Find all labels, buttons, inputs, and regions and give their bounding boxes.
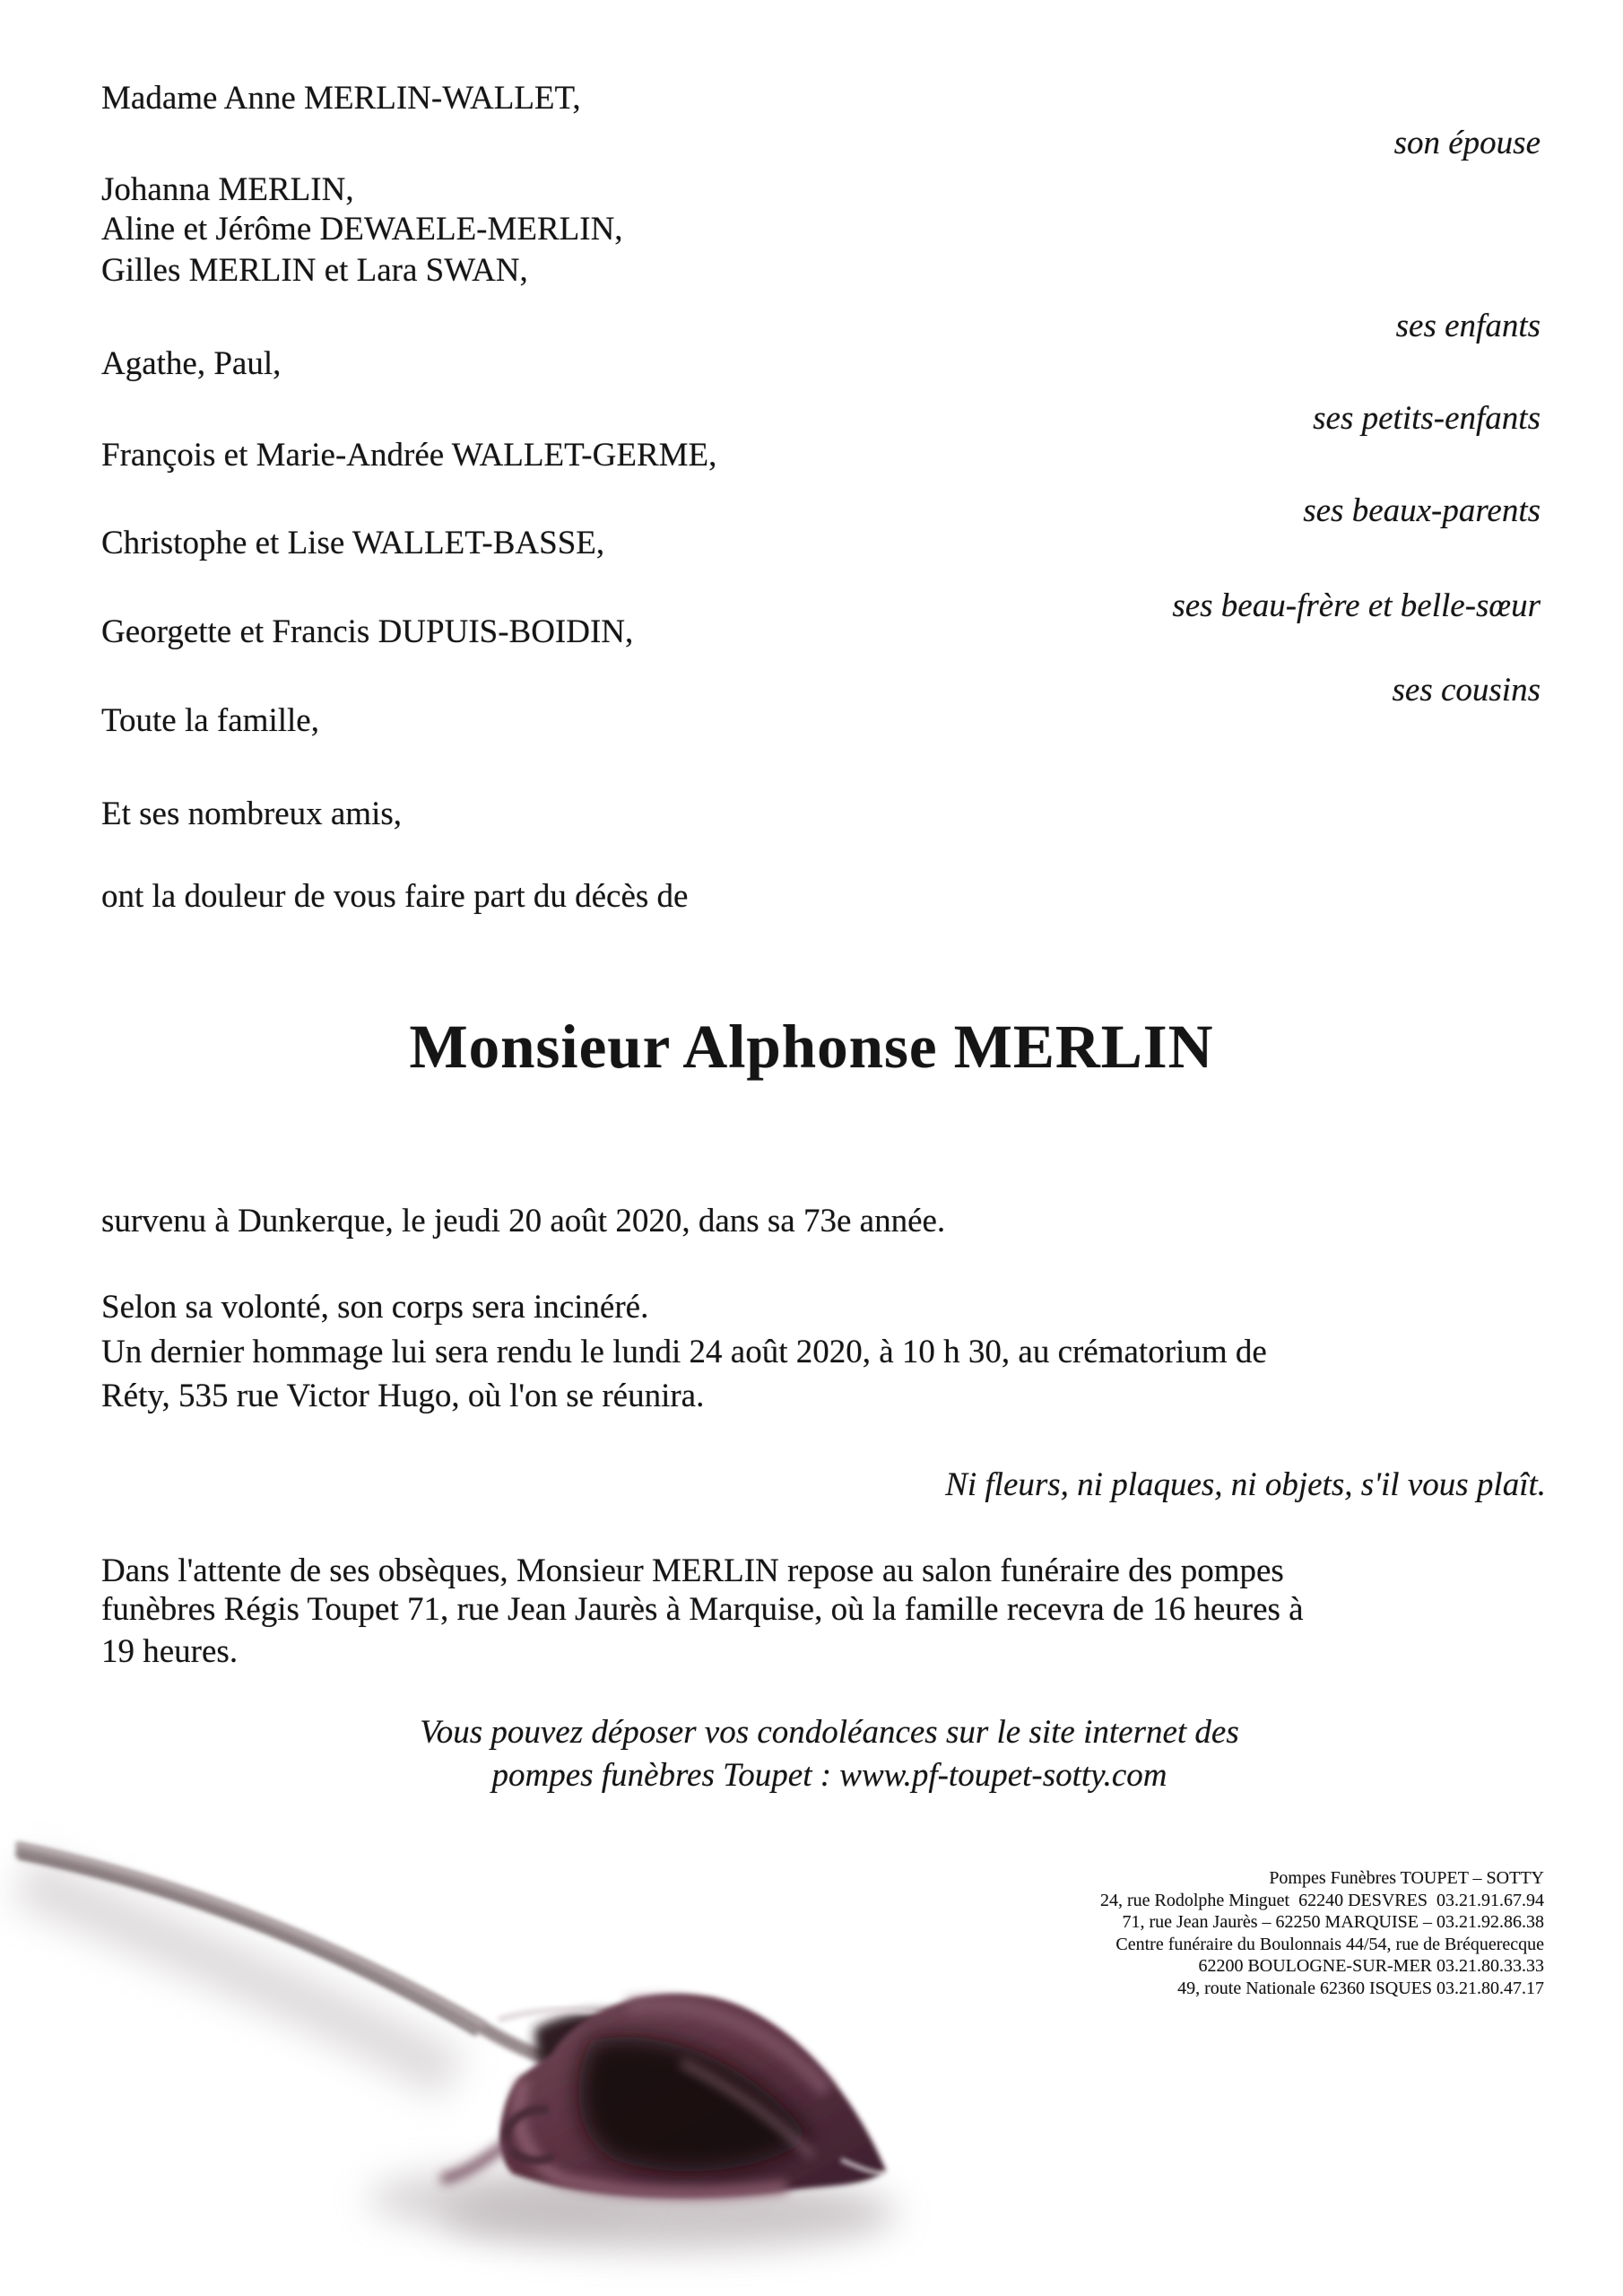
funeral-home-address: 49, route Nationale 62360 ISQUES 03.21.80.47.17 — [1177, 1978, 1544, 1998]
funeral-home-contact-block — [1100, 1867, 1544, 1999]
cremation-line: Un dernier hommage lui sera rendu le lundi 24 août 2020, à 10 h 30, au crématorium de — [101, 1334, 1267, 1370]
deceased-name-title: Monsieur Alphonse MERLIN — [409, 1013, 1214, 1081]
visitation-line: funèbres Régis Toupet 71, rue Jean Jaurès à Marquise, où la famille recevra de 16 heures à — [101, 1591, 1304, 1628]
announcement-intro-line: ont la douleur de vous faire part du décès de — [101, 878, 689, 915]
funeral-home-address: Centre funéraire du Boulonnais 44/54, rue de Bréquerecque — [1115, 1934, 1544, 1954]
no-flowers-notice: Ni fleurs, ni plaques, ni objets, s'il vous plaît. — [945, 1466, 1546, 1503]
relation-label: ses enfants — [1395, 308, 1541, 344]
cremation-line: Réty, 535 rue Victor Hugo, où l'on se réunira. — [101, 1378, 705, 1414]
family-line: Gilles MERLIN et Lara SWAN, — [101, 252, 528, 289]
funeral-home-address: 24, rue Rodolphe Minguet 62240 DESVRES 03.21.91.67.94 — [1100, 1890, 1544, 1910]
visitation-line: 19 heures. — [101, 1633, 239, 1670]
family-line: Aline et Jérôme DEWAELE-MERLIN, — [101, 211, 623, 248]
condolences-line: Vous pouvez déposer vos condoléances sur le site internet des — [420, 1714, 1239, 1751]
funeral-home-address: 71, rue Jean Jaurès – 62250 MARQUISE – 03.21.92.86.38 — [1122, 1912, 1544, 1932]
condolences-notice — [179, 1711, 1480, 1797]
family-line: Et ses nombreux amis, — [101, 796, 403, 832]
family-line: Agathe, Paul, — [101, 345, 282, 382]
relation-label: ses beau-frère et belle-sœur — [1172, 587, 1541, 624]
family-line: Toute la famille, — [101, 702, 319, 739]
calla-lily-photo — [0, 1794, 986, 2296]
flower-stem — [16, 1849, 563, 2065]
family-line: Madame Anne MERLIN-WALLET, — [101, 80, 581, 117]
relation-label: ses beaux-parents — [1303, 492, 1541, 529]
visitation-line: Dans l'attente de ses obsèques, Monsieur MERLIN repose au salon funéraire des pompes — [101, 1552, 1284, 1589]
family-line: François et Marie-Andrée WALLET-GERME, — [101, 437, 717, 474]
family-line: Georgette et Francis DUPUIS-BOIDIN, — [101, 613, 634, 650]
cremation-line: Selon sa volonté, son corps sera incinéré. — [101, 1289, 649, 1326]
relation-label: son épouse — [1393, 125, 1541, 161]
relation-label: ses petits-enfants — [1313, 400, 1541, 437]
family-line: Christophe et Lise WALLET-BASSE, — [101, 525, 605, 561]
family-line: Johanna MERLIN, — [101, 171, 354, 208]
relation-label: ses cousins — [1392, 672, 1541, 709]
death-details-line: survenu à Dunkerque, le jeudi 20 août 2020, dans sa 73e année. — [101, 1203, 946, 1239]
funeral-home-address: 62200 BOULOGNE-SUR-MER 03.21.80.33.33 — [1198, 1956, 1544, 1976]
funeral-home-name: Pompes Funèbres TOUPET – SOTTY — [1269, 1868, 1544, 1888]
condolences-website-line: pompes funèbres Toupet : www.pf-toupet-sotty.com — [491, 1757, 1167, 1794]
